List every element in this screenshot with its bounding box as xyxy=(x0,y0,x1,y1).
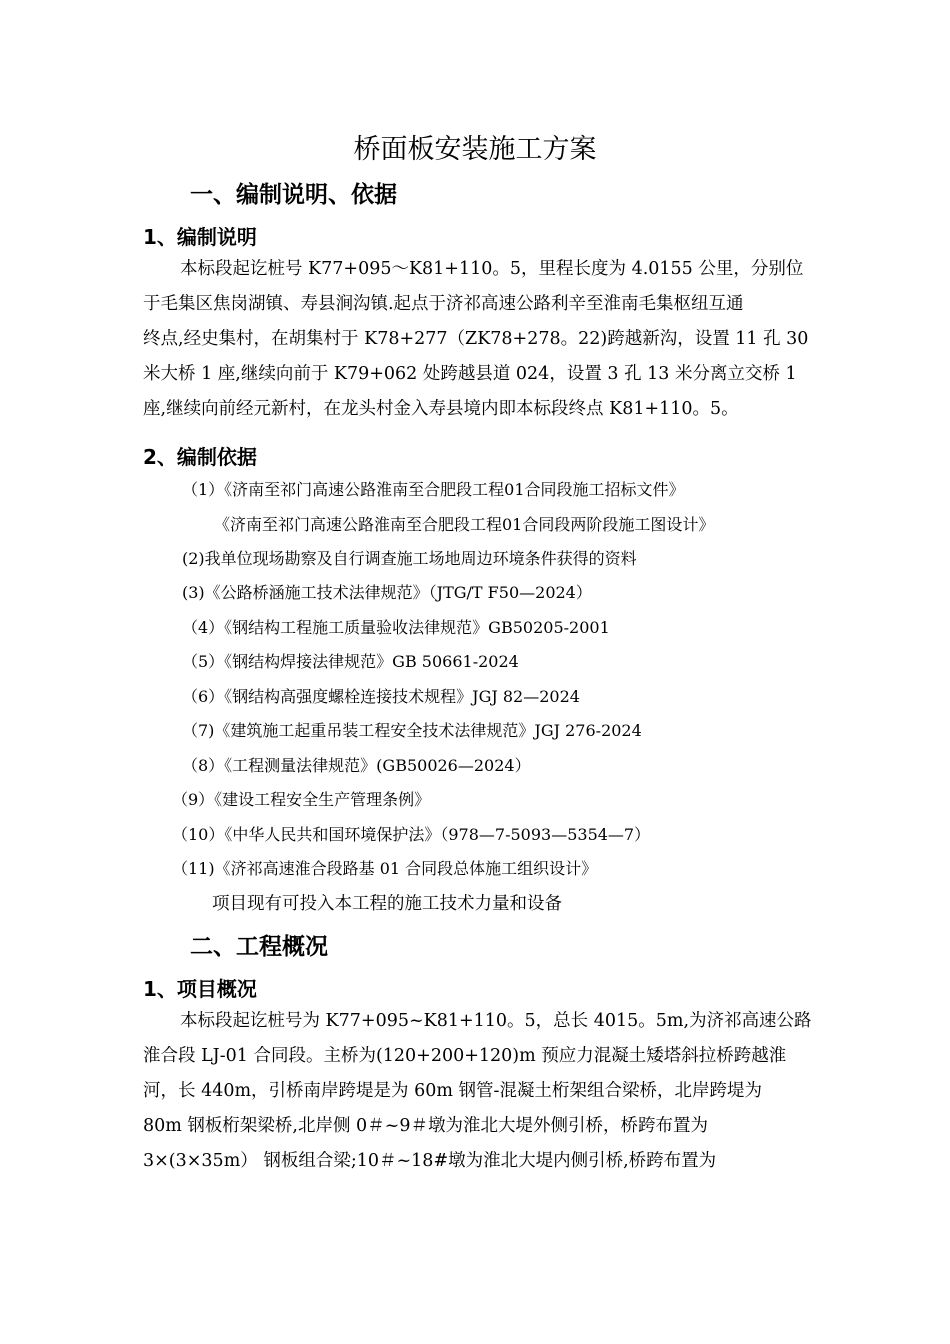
reference-item: （6）《钢结构高强度螺栓连接技术规程》JGJ 82—2024 xyxy=(182,687,580,706)
paragraph-line: 终点,经史集村，在胡集村于 K78+277（ZK78+278。22)跨越新沟，设置 11 孔 30 xyxy=(143,329,809,349)
reference-item: (3)《公路桥涵施工技术法律规范》（JTG/T F50—2024） xyxy=(182,583,592,602)
paragraph-project-overview xyxy=(143,1004,812,1179)
section-heading-2: 二、工程概况 xyxy=(190,934,328,960)
paragraph-line: 座,继续向前经元新村，在龙头村金入寿县境内即本标段终点 K81+110。5。 xyxy=(143,399,739,419)
reference-item: (2)我单位现场勘察及自行调查施工场地周边环境条件获得的资料 xyxy=(182,549,637,568)
paragraph-line: 本标段起讫桩号为 K77+095~K81+110。5，总长 4015。5m,为济祁高速公路 xyxy=(180,1011,812,1031)
paragraph-line: 淮合段 LJ-01 合同段。主桥为(120+200+120)m 预应力混凝土矮塔斜拉桥跨越淮 xyxy=(143,1046,787,1066)
paragraph-line: 于毛集区焦岗湖镇、寿县涧沟镇.起点于济祁高速公路利辛至淮南毛集枢纽互通 xyxy=(143,294,744,314)
reference-item: （1）《济南至祁门高速公路淮南至合肥段工程01合同段施工招标文件》 xyxy=(182,480,685,499)
document-title: 桥面板安装施工方案 xyxy=(353,134,597,165)
subsection-heading-1-1: 1、编制说明 xyxy=(143,225,257,249)
paragraph-compilation-notes xyxy=(143,252,807,427)
subsection-heading-2-1: 1、项目概况 xyxy=(143,977,257,1001)
paragraph-line: 米大桥 1 座,继续向前于 K79+062 处跨越县道 024，设置 3 孔 13 米分离立交桥 1 xyxy=(143,364,797,384)
reference-item: （8）《工程测量法律规范》(GB50026—2024） xyxy=(182,756,531,775)
section-heading-1: 一、编制说明、依据 xyxy=(190,182,397,208)
subsection-heading-1-2: 2、编制依据 xyxy=(143,445,257,469)
reference-item: （7)《建筑施工起重吊装工程安全技术法律规范》JGJ 276-2024 xyxy=(182,721,642,740)
reference-item: （4）《钢结构工程施工质量验收法律规范》GB50205-2001 xyxy=(182,618,610,637)
reference-item: 项目现有可投入本工程的施工技术力量和设备 xyxy=(212,894,562,914)
reference-item: （11)《济祁高速淮合段路基 01 合同段总体施工组织设计》 xyxy=(172,859,598,878)
reference-item: （9）《建设工程安全生产管理条例》 xyxy=(172,790,431,809)
paragraph-line: 本标段起讫桩号 K77+095～K81+110。5，里程长度为 4.0155 公里，分别位 xyxy=(180,259,804,279)
paragraph-line: 80m 钢板桁架梁桥,北岸侧 0＃~9＃墩为淮北大堤外侧引桥，桥跨布置为 xyxy=(143,1116,708,1136)
paragraph-line: 河，长 440m，引桥南岸跨堤是为 60m 钢管-混凝土桁架组合梁桥，北岸跨堤为 xyxy=(143,1081,762,1101)
reference-item: （5）《钢结构焊接法律规范》GB 50661-2024 xyxy=(182,652,519,671)
reference-item: （10）《中华人民共和国环境保护法》（978—7-5093—5354—7） xyxy=(172,825,651,844)
reference-item: 《济南至祁门高速公路淮南至合肥段工程01合同段两阶段施工图设计》 xyxy=(214,515,715,534)
paragraph-line: 3×(3×35m） 钢板组合梁;10＃~18#墩为淮北大堤内侧引桥,桥跨布置为 xyxy=(143,1151,717,1171)
